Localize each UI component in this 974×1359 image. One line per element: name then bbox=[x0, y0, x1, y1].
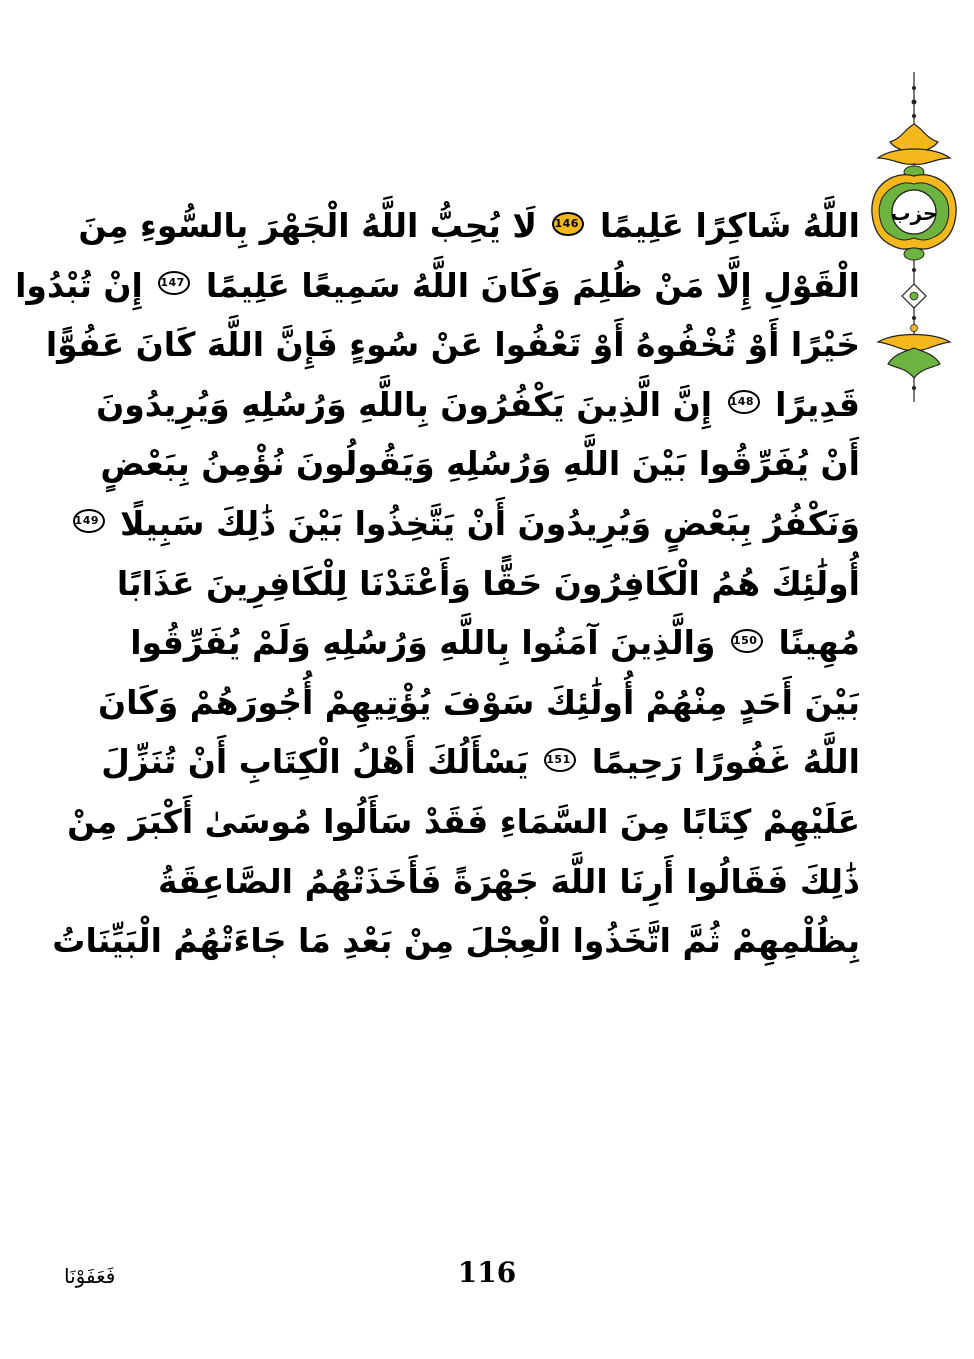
verse-text: إِنْ تُبْدُوا bbox=[15, 265, 143, 305]
text-line bbox=[74, 494, 860, 554]
text-line bbox=[116, 554, 860, 614]
page-number: 116 bbox=[457, 1256, 517, 1289]
text-line bbox=[98, 673, 860, 733]
ayah-number-marker: 151 bbox=[544, 748, 576, 772]
text-line bbox=[78, 196, 860, 256]
catchword: فَعَفَوْنَا bbox=[64, 1264, 116, 1288]
text-line bbox=[100, 434, 860, 494]
verse-text: لَا يُحِبُّ اللَّهُ الْجَهْرَ بِالسُّوءِ مِنَ bbox=[78, 206, 537, 245]
verse-text: قَدِيرًا bbox=[775, 384, 860, 424]
verse-text: وَنَكْفُرُ بِبَعْضٍ وَيُرِيدُونَ أَنْ يَتَّخِذُوا بَيْنَ ذَٰلِكَ سَبِيلًا bbox=[120, 503, 860, 543]
text-line bbox=[15, 256, 860, 316]
text-line bbox=[158, 852, 860, 912]
text-line bbox=[130, 613, 860, 673]
verse-text: مُهِينًا bbox=[778, 623, 860, 663]
hizb-label: حزب bbox=[890, 201, 938, 225]
verse-text: اللَّهُ شَاكِرًا عَلِيمًا bbox=[599, 206, 860, 245]
text-line bbox=[96, 375, 860, 435]
verse-text: عَلَيْهِمْ كِتَابًا مِنَ السَّمَاءِ فَقَدْ سَأَلُوا مُوسَىٰ أَكْبَرَ مِنْ bbox=[67, 801, 860, 841]
text-line bbox=[101, 732, 860, 792]
ayah-number-marker: 148 bbox=[728, 390, 760, 414]
text-line bbox=[52, 911, 860, 971]
verse-text: خَيْرًا أَوْ تُخْفُوهُ أَوْ تَعْفُوا عَنْ سُوءٍ فَإِنَّ اللَّهَ كَانَ عَفُوًّا bbox=[45, 325, 860, 365]
hizb-marker-ornament bbox=[864, 72, 964, 402]
verse-text: بِظُلْمِهِمْ ثُمَّ اتَّخَذُوا الْعِجْلَ مِنْ بَعْدِ مَا جَاءَتْهُمُ الْبَيِّنَاتُ bbox=[52, 921, 860, 961]
verse-text: أُولَٰئِكَ هُمُ الْكَافِرُونَ حَقًّا وَأَعْتَدْنَا لِلْكَافِرِينَ عَذَابًا bbox=[116, 563, 860, 603]
verse-text: ذَٰلِكَ فَقَالُوا أَرِنَا اللَّهَ جَهْرَةً فَأَخَذَتْهُمُ الصَّاعِقَةُ bbox=[158, 861, 860, 901]
ayah-number-marker: 146 bbox=[552, 212, 584, 236]
ayah-number-marker: 150 bbox=[731, 629, 763, 653]
ayah-number-marker: 147 bbox=[158, 271, 190, 295]
ayah-number-marker: 149 bbox=[73, 509, 105, 533]
verse-text: إِنَّ الَّذِينَ يَكْفُرُونَ بِاللَّهِ وَرُسُلِهِ وَيُرِيدُونَ bbox=[96, 384, 713, 424]
verse-text: يَسْأَلُكَ أَهْلُ الْكِتَابِ أَنْ تُنَزِّلَ bbox=[101, 742, 529, 782]
quran-text-block bbox=[15, 196, 860, 971]
verse-text: وَالَّذِينَ آمَنُوا بِاللَّهِ وَرُسُلِهِ وَلَمْ يُفَرِّقُوا bbox=[130, 623, 716, 663]
text-line bbox=[45, 315, 860, 375]
text-line bbox=[67, 792, 860, 852]
verse-text: اللَّهُ غَفُورًا رَحِيمًا bbox=[591, 742, 860, 782]
verse-text: أَنْ يُفَرِّقُوا بَيْنَ اللَّهِ وَرُسُلِهِ وَيَقُولُونَ نُؤْمِنُ بِبَعْضٍ bbox=[100, 444, 860, 484]
verse-text: الْقَوْلِ إِلَّا مَنْ ظُلِمَ وَكَانَ اللَّهُ سَمِيعًا عَلِيمًا bbox=[205, 265, 860, 305]
verse-text: بَيْنَ أَحَدٍ مِنْهُمْ أُولَٰئِكَ سَوْفَ يُؤْتِيهِمْ أُجُورَهُمْ وَكَانَ bbox=[98, 682, 860, 722]
